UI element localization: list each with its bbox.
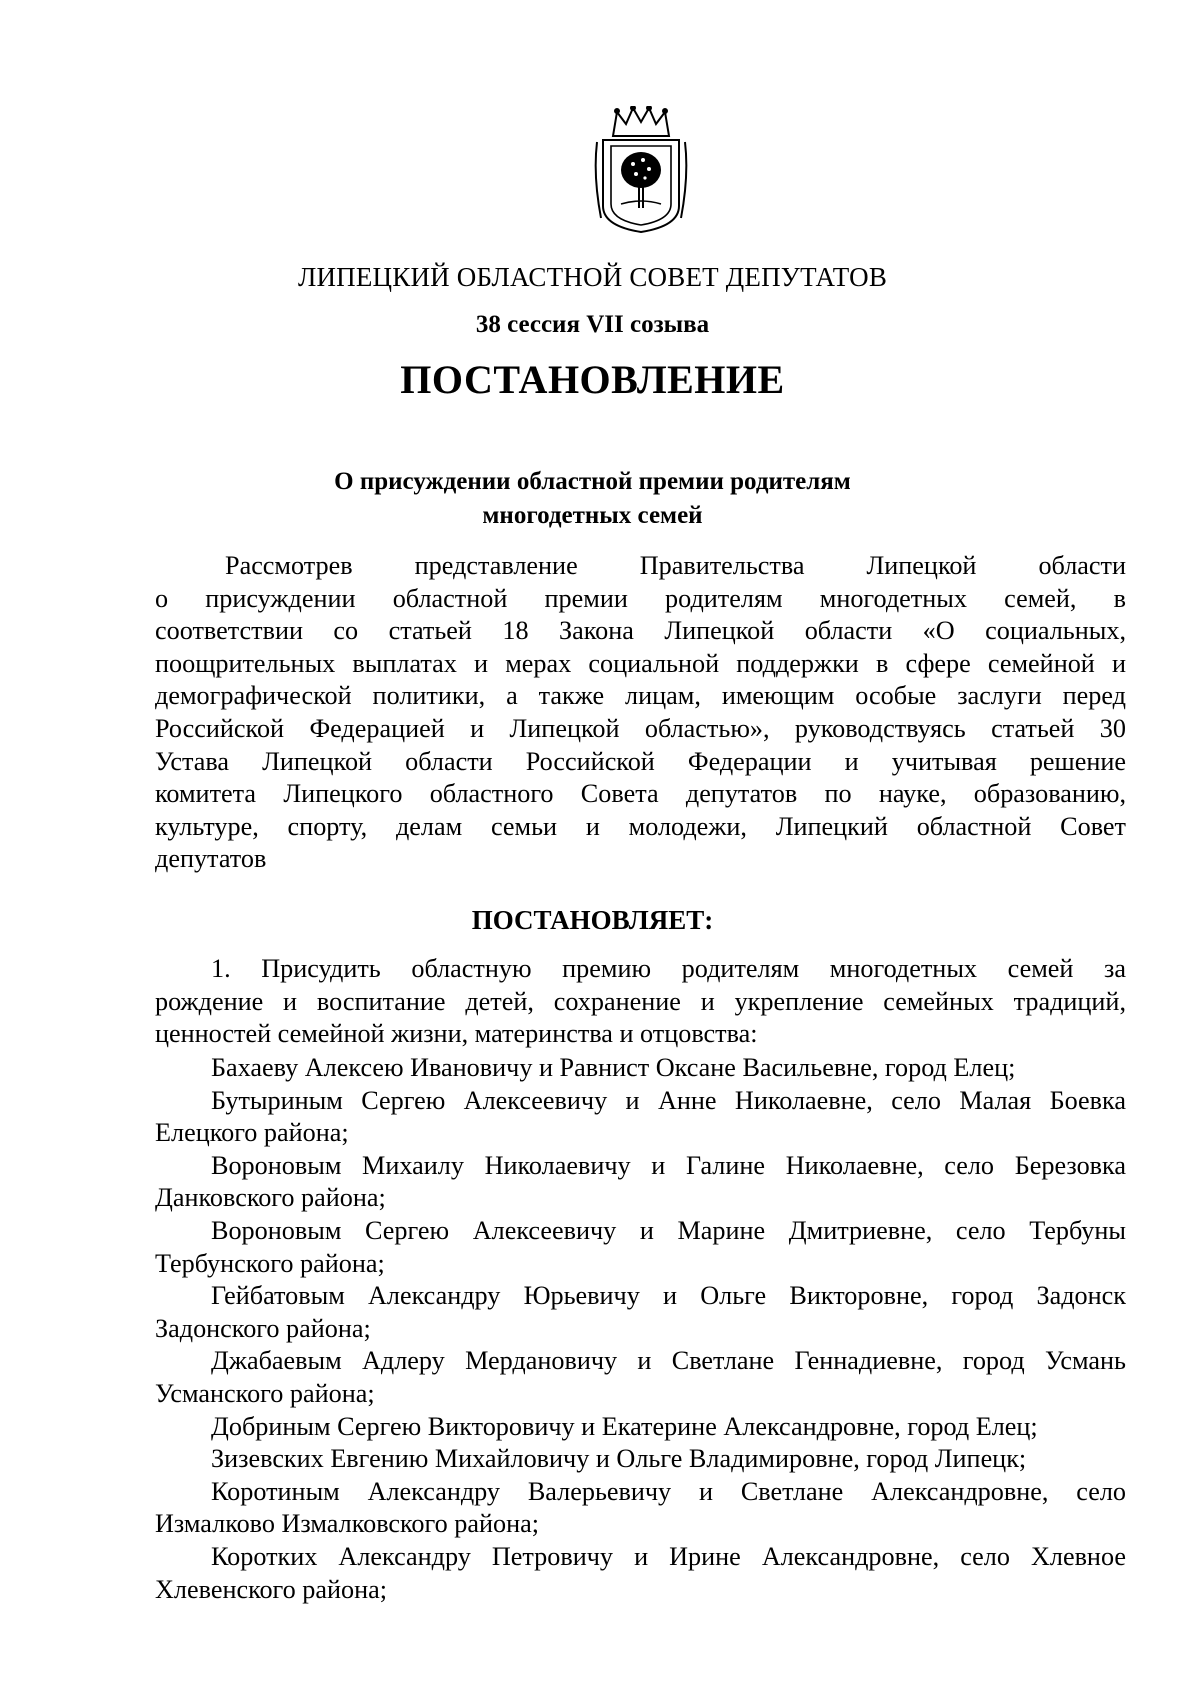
preamble-line: Устава Липецкой области Российской Федерации и учитывая решение bbox=[155, 746, 1126, 776]
recipient-line: Измалково Измалковского района; bbox=[155, 1509, 539, 1539]
preamble-line: депутатов bbox=[155, 844, 267, 874]
session-number: 38 сессия VII созыва bbox=[475, 311, 710, 338]
recipient-line: Данковского района; bbox=[155, 1183, 386, 1213]
recipient-line: Гейбатовым Александру Юрьевичу и Ольге Викторовне, город Задонск bbox=[211, 1281, 1126, 1311]
recipient-line: Коротиным Александру Валерьевичу и Светлане Александровне, село bbox=[211, 1476, 1126, 1506]
recipient-line: Бахаеву Алексею Ивановичу и Равнист Оксане Васильевне, город Елец; bbox=[211, 1053, 1016, 1082]
subject-line-1: О присуждении областной премии родителям bbox=[334, 468, 851, 495]
recipient-line: Добриным Сергею Викторовичу и Екатерине Александровне, город Елец; bbox=[211, 1411, 1038, 1441]
recipient-line: Бутыриным Сергею Алексеевичу и Анне Николаевне, село Малая Боевка bbox=[211, 1085, 1126, 1115]
recipient-line: Вороновым Михаилу Николаевичу и Галине Николаевне, село Березовка bbox=[211, 1150, 1126, 1180]
preamble-line: о присуждении областной премии родителям многодетных семей, в bbox=[155, 583, 1126, 613]
preamble-line: соответствии со статьей 18 Закона Липецкой области «О социальных, bbox=[155, 616, 1126, 646]
recipient-line: Усманского района; bbox=[155, 1378, 375, 1408]
clause-1 bbox=[155, 953, 1126, 1051]
clause-line: рождение и воспитание детей, сохранение и укрепление семейных традиций, bbox=[155, 986, 1126, 1016]
preamble-paragraph bbox=[155, 550, 1126, 876]
council-name: ЛИПЕЦКИЙ ОБЛАСТНОЙ СОВЕТ ДЕПУТАТОВ bbox=[297, 262, 888, 292]
recipient-line: Джабаевым Адлеру Мердановичу и Светлане Геннадиевне, город Усмань bbox=[211, 1346, 1126, 1376]
recipient-line: Коротких Александру Петровичу и Ирине Александровне, село Хлевное bbox=[211, 1541, 1126, 1571]
preamble-line: Российской Федерацией и Липецкой областью», руководствуясь статьей 30 bbox=[155, 713, 1126, 743]
coat-of-arms-icon bbox=[593, 106, 689, 236]
clause-line: 1. Присудить областную премию родителям многодетных семей за bbox=[211, 954, 1126, 983]
recipient-line: Зизевских Евгению Михайловичу и Ольге Владимировне, город Липецк; bbox=[211, 1444, 1027, 1474]
document-subject bbox=[0, 465, 1185, 533]
subject-line-2: многодетных семей bbox=[482, 502, 703, 529]
recipient-line: Вороновым Сергею Алексеевичу и Марине Дмитриевне, село Тербуны bbox=[211, 1215, 1126, 1245]
recipient-line: Елецкого района; bbox=[155, 1118, 349, 1148]
recipient-line: Тербунского района; bbox=[155, 1248, 385, 1278]
preamble-line: Рассмотрев представление Правительства Липецкой области bbox=[225, 551, 1126, 580]
preamble-line: демографической политики, а также лицам, имеющим особые заслуги перед bbox=[155, 681, 1126, 711]
preamble-line: комитета Липецкого областного Совета депутатов по науке, образованию, bbox=[155, 779, 1126, 809]
clause-line: ценностей семейной жизни, материнства и отцовства: bbox=[155, 1019, 758, 1049]
recipients-list bbox=[155, 1052, 1126, 1606]
preamble-line: культуре, спорту, делам семьи и молодежи, Липецкий областной Совет bbox=[155, 811, 1126, 841]
resolves-heading: ПОСТАНОВЛЯЕТ: bbox=[471, 905, 714, 935]
recipient-line: Хлевенского района; bbox=[155, 1574, 388, 1604]
preamble-line: поощрительных выплатах и мерах социальной поддержки в сфере семейной и bbox=[155, 648, 1126, 678]
recipient-line: Задонского района; bbox=[155, 1313, 371, 1343]
document-type-title: ПОСТАНОВЛЕНИЕ bbox=[400, 357, 785, 402]
